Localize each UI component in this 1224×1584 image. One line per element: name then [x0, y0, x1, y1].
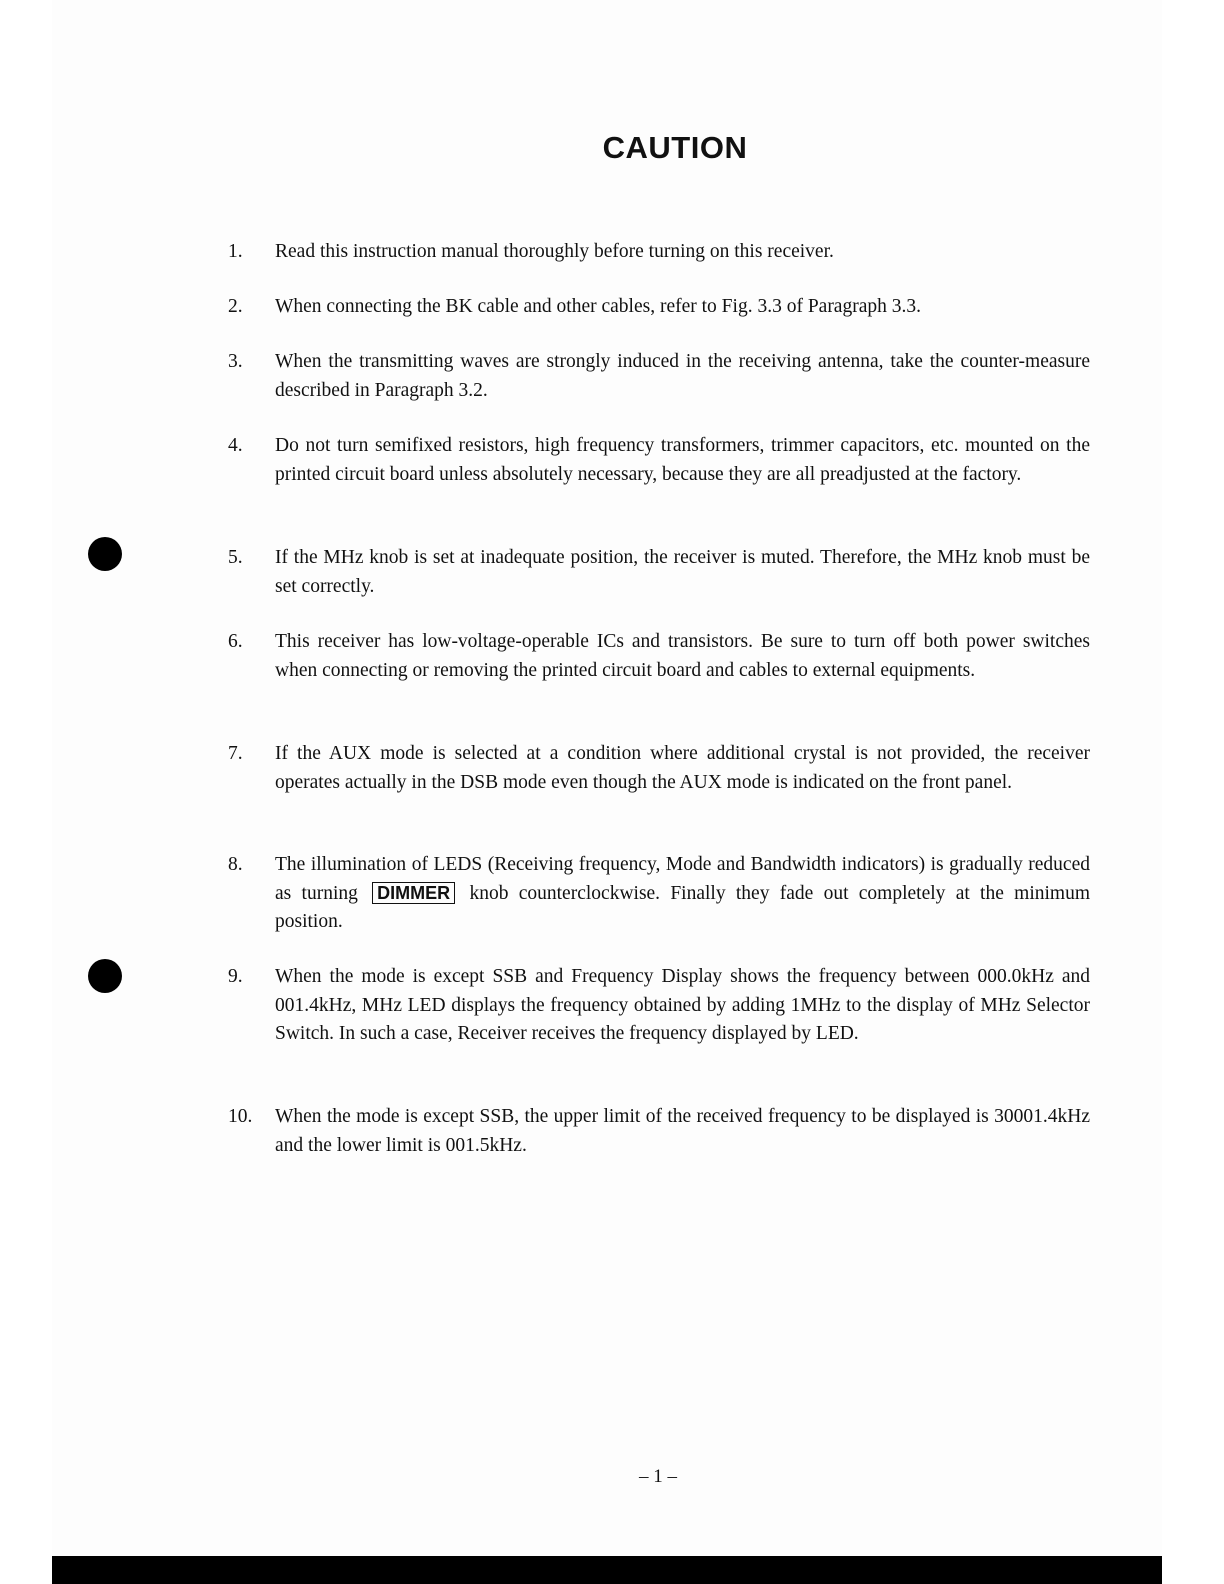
item-text-part: The illumination of LEDS (Receiving frequency, Mode and Bandwidth indicators) is gradually reduced as turning [275, 854, 1090, 904]
list-item [228, 963, 1090, 1049]
list-item [228, 740, 1090, 797]
item-number: 2. [228, 296, 243, 317]
item-number: 6. [228, 631, 243, 652]
item-number: 5. [228, 547, 243, 568]
item-number: 3. [228, 351, 243, 372]
item-text: If the AUX mode is selected at a condition where additional crystal is not provided, the receiver operates actually in the DSB mode even though the AUX mode is indicated on the front panel. [275, 743, 1090, 793]
list-item [228, 432, 1090, 489]
list-item [228, 348, 1090, 405]
item-number: 1. [228, 241, 243, 262]
item-text: This receiver has low-voltage-operable ICs and transistors. Be sure to turn off both power switches when connecting or removing the printed circuit board and cables to external equipments. [275, 631, 1090, 681]
item-text: When the mode is except SSB and Frequency Display shows the frequency between 000.0kHz and 001.4kHz, MHz LED displays the frequency obtained by adding 1MHz to the display of MHz Selector Switch. In such a case, Receiver receives the frequency displayed by LED. [275, 966, 1090, 1044]
list-item [228, 544, 1090, 601]
list-item [228, 238, 1090, 267]
item-text: Do not turn semifixed resistors, high frequency transformers, trimmer capacitors, etc. mounted on the printed circuit board unless absolutely necessary, because they are all preadjusted at the factory. [275, 435, 1090, 485]
scan-edge-bar [52, 1556, 1162, 1584]
dimmer-knob-label: DIMMER [372, 882, 455, 904]
list-item [228, 628, 1090, 685]
item-text [275, 851, 1090, 937]
item-number: 9. [228, 966, 243, 987]
page-title: CAUTION [602, 130, 748, 165]
item-number: 8. [228, 854, 243, 875]
binder-hole-icon [88, 537, 122, 571]
list-item [228, 1103, 1090, 1160]
item-text: If the MHz knob is set at inadequate position, the receiver is muted. Therefore, the MHz knob must be set correctly. [275, 547, 1090, 597]
item-text: When the transmitting waves are strongly induced in the receiving antenna, take the counter-measure described in Paragraph 3.2. [275, 351, 1090, 401]
item-number: 4. [228, 435, 243, 456]
binder-hole-icon [88, 959, 122, 993]
item-number: 10. [228, 1106, 253, 1127]
list-item [228, 293, 1090, 322]
list-item [228, 851, 1090, 937]
item-text: Read this instruction manual thoroughly before turning on this receiver. [275, 241, 834, 262]
item-text: When connecting the BK cable and other cables, refer to Fig. 3.3 of Paragraph 3.3. [275, 296, 921, 317]
page-number: – 1 – [639, 1466, 677, 1487]
item-text-part: knob counterclockwise. Finally they fade out completely at the minimum position. [275, 882, 1091, 932]
item-text: When the mode is except SSB, the upper limit of the received frequency to be displayed is 30001.4kHz and the lower limit is 001.5kHz. [275, 1106, 1090, 1156]
item-number: 7. [228, 743, 243, 764]
